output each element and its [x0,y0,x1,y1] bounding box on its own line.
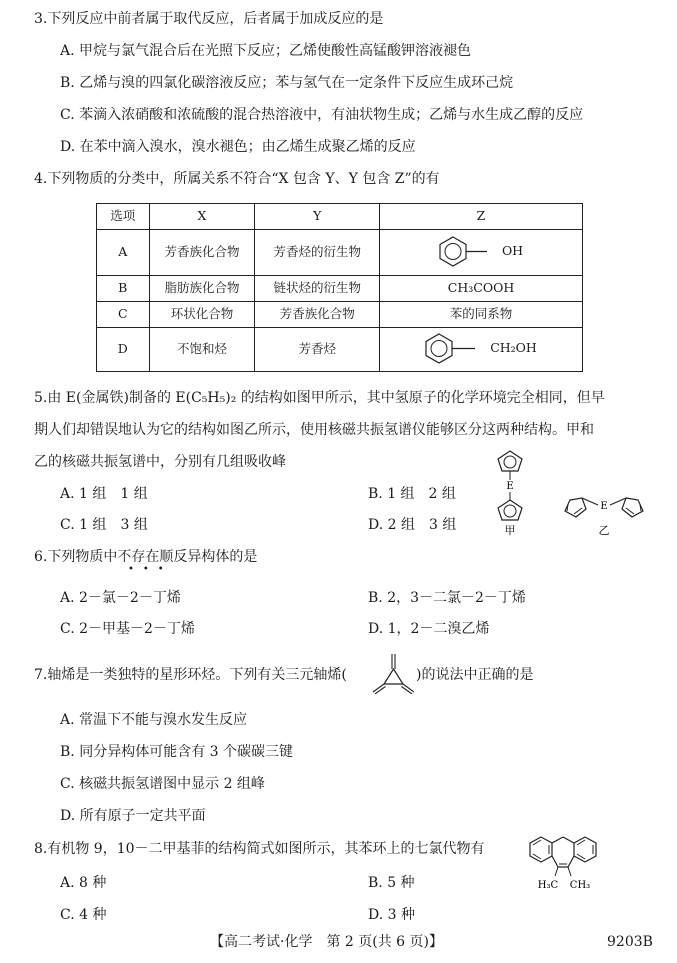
page-footer: 【高二考试·化学 第 2 页(共 6 页)】 [210,934,443,950]
radialene-structure-figure [370,652,414,694]
table-cell-y: 芳香族化合物 [255,302,380,328]
table-cell-x: 不饱和烃 [149,328,255,372]
q6-stem: 6.下列物质中不存在顺反异构体的是 [34,549,258,565]
q7-option-b: B. 同分异构体可能含有 3 个碳碳三键 [60,744,293,760]
q6-option-c: C. 2－甲基－2－丁烯 [60,621,195,637]
q5-option-a: A. 1 组 1 组 [60,486,148,502]
hydroxyl-label: OH [501,243,524,258]
q3-option-d: D. 在苯中滴入溴水，溴水褪色；由乙烯生成聚乙烯的反应 [60,139,416,155]
table-cell-option: C [97,302,150,328]
table-header-row [97,204,583,230]
fig-yi-label: 乙 [598,524,610,537]
table-cell-option: B [97,276,150,302]
q3-option-b: B. 乙烯与溴的四氯化碳溶液反应；苯与氢气在一定条件下反应生成环己烷 [60,75,514,91]
sigma-bonded-structure-figure [560,490,652,540]
q8-option-d: D. 3 种 [368,907,415,923]
ch2oh-label: CH₂OH [490,340,537,355]
fig-iron-label: E [600,501,608,512]
table-header-y: Y [255,204,380,230]
emphasis-dots: ••• [128,564,173,575]
table-row [97,230,583,276]
dimethylphenanthrene-figure [526,832,616,894]
table-header-x: X [149,204,255,230]
q3-option-a: A. 甲烷与氯气混合后在光照下反应；乙烯使酸性高锰酸钾溶液褪色 [60,43,472,59]
q3-option-c: C. 苯滴入浓硝酸和浓硫酸的混合热溶液中，有油状物生成；乙烯与水生成乙醇的反应 [60,107,584,123]
table-cell-z: 苯的同系物 [380,302,583,328]
table-row [97,302,583,328]
table-cell-y: 芳香烃的衍生物 [255,230,380,276]
table-header-z: Z [380,204,583,230]
q8-option-c: C. 4 种 [60,907,107,923]
q5-option-d: D. 2 组 3 组 [368,517,457,533]
paper-code: 9203B [607,934,653,950]
q5-option-b: B. 1 组 2 组 [368,486,456,502]
fig-iron-label: E [506,481,514,492]
phenol-structure [439,235,523,267]
benzyl-alcohol-structure [425,332,537,364]
q6-option-b: B. 2，3－二氯－2－丁烯 [368,590,526,606]
table-row [97,328,583,372]
q5-option-c: C. 1 组 3 组 [60,517,148,533]
q5-line-3: 乙的核磁共振氢谱中，分别有几组吸收峰 [34,454,286,470]
q7-option-d: D. 所有原子一定共平面 [60,808,206,824]
table-row [97,276,583,302]
ferrocene-sandwich-figure [488,446,532,536]
table-cell-z [380,328,583,372]
table-cell-z [380,230,583,276]
table-cell-y: 链状烃的衍生物 [255,276,380,302]
q8-option-a: A. 8 种 [60,875,107,891]
benzene-ring-icon [439,235,499,267]
methyl-label-left: H₃C [537,880,559,891]
classification-table [96,203,583,372]
fig-jia-label: 甲 [504,524,516,536]
table-cell-x: 脂肪族化合物 [149,276,255,302]
q7-option-c: C. 核磁共振氢谱图中显示 2 组峰 [60,776,265,792]
table-cell-y: 芳香烃 [255,328,380,372]
q8-stem: 8.有机物 9，10－二甲基菲的结构简式如图所示，其苯环上的七氯代物有 [34,841,485,857]
q5-line-2: 期人们却错误地认为它的结构如图乙所示，使用核磁共振氢谱仪能够区分这两种结构。甲和 [34,422,594,438]
table-cell-option: A [97,230,150,276]
q6-option-a: A. 2－氯－2－丁烯 [60,590,181,606]
table-cell-x: 环状化合物 [149,302,255,328]
q7-option-a: A. 常温下不能与溴水发生反应 [60,712,248,728]
q4-stem: 4.下列物质的分类中，所属关系不符合“X 包含 Y、Y 包含 Z”的有 [34,171,440,187]
q7-stem-prefix: 7.轴烯是一类独特的星形环烃。下列有关三元轴烯( [34,667,347,683]
methyl-label-right: CH₃ [569,880,591,891]
table-cell-option: D [97,328,150,372]
q8-option-b: B. 5 种 [368,875,415,891]
q3-stem: 3.下列反应中前者属于取代反应，后者属于加成反应的是 [34,11,384,27]
q6-option-d: D. 1，2－二溴乙烯 [368,621,490,637]
q7-stem-suffix: )的说法中正确的是 [416,667,534,683]
table-cell-x: 芳香族化合物 [149,230,255,276]
benzene-ring-icon [425,332,487,364]
table-cell-z: CH₃COOH [380,276,583,302]
q5-line-1: 5.由 E(金属铁)制备的 E(C₅H₅)₂ 的结构如图甲所示，其中氢原子的化学环境完全相同，但早 [34,390,605,406]
table-header-option: 选项 [97,204,150,230]
